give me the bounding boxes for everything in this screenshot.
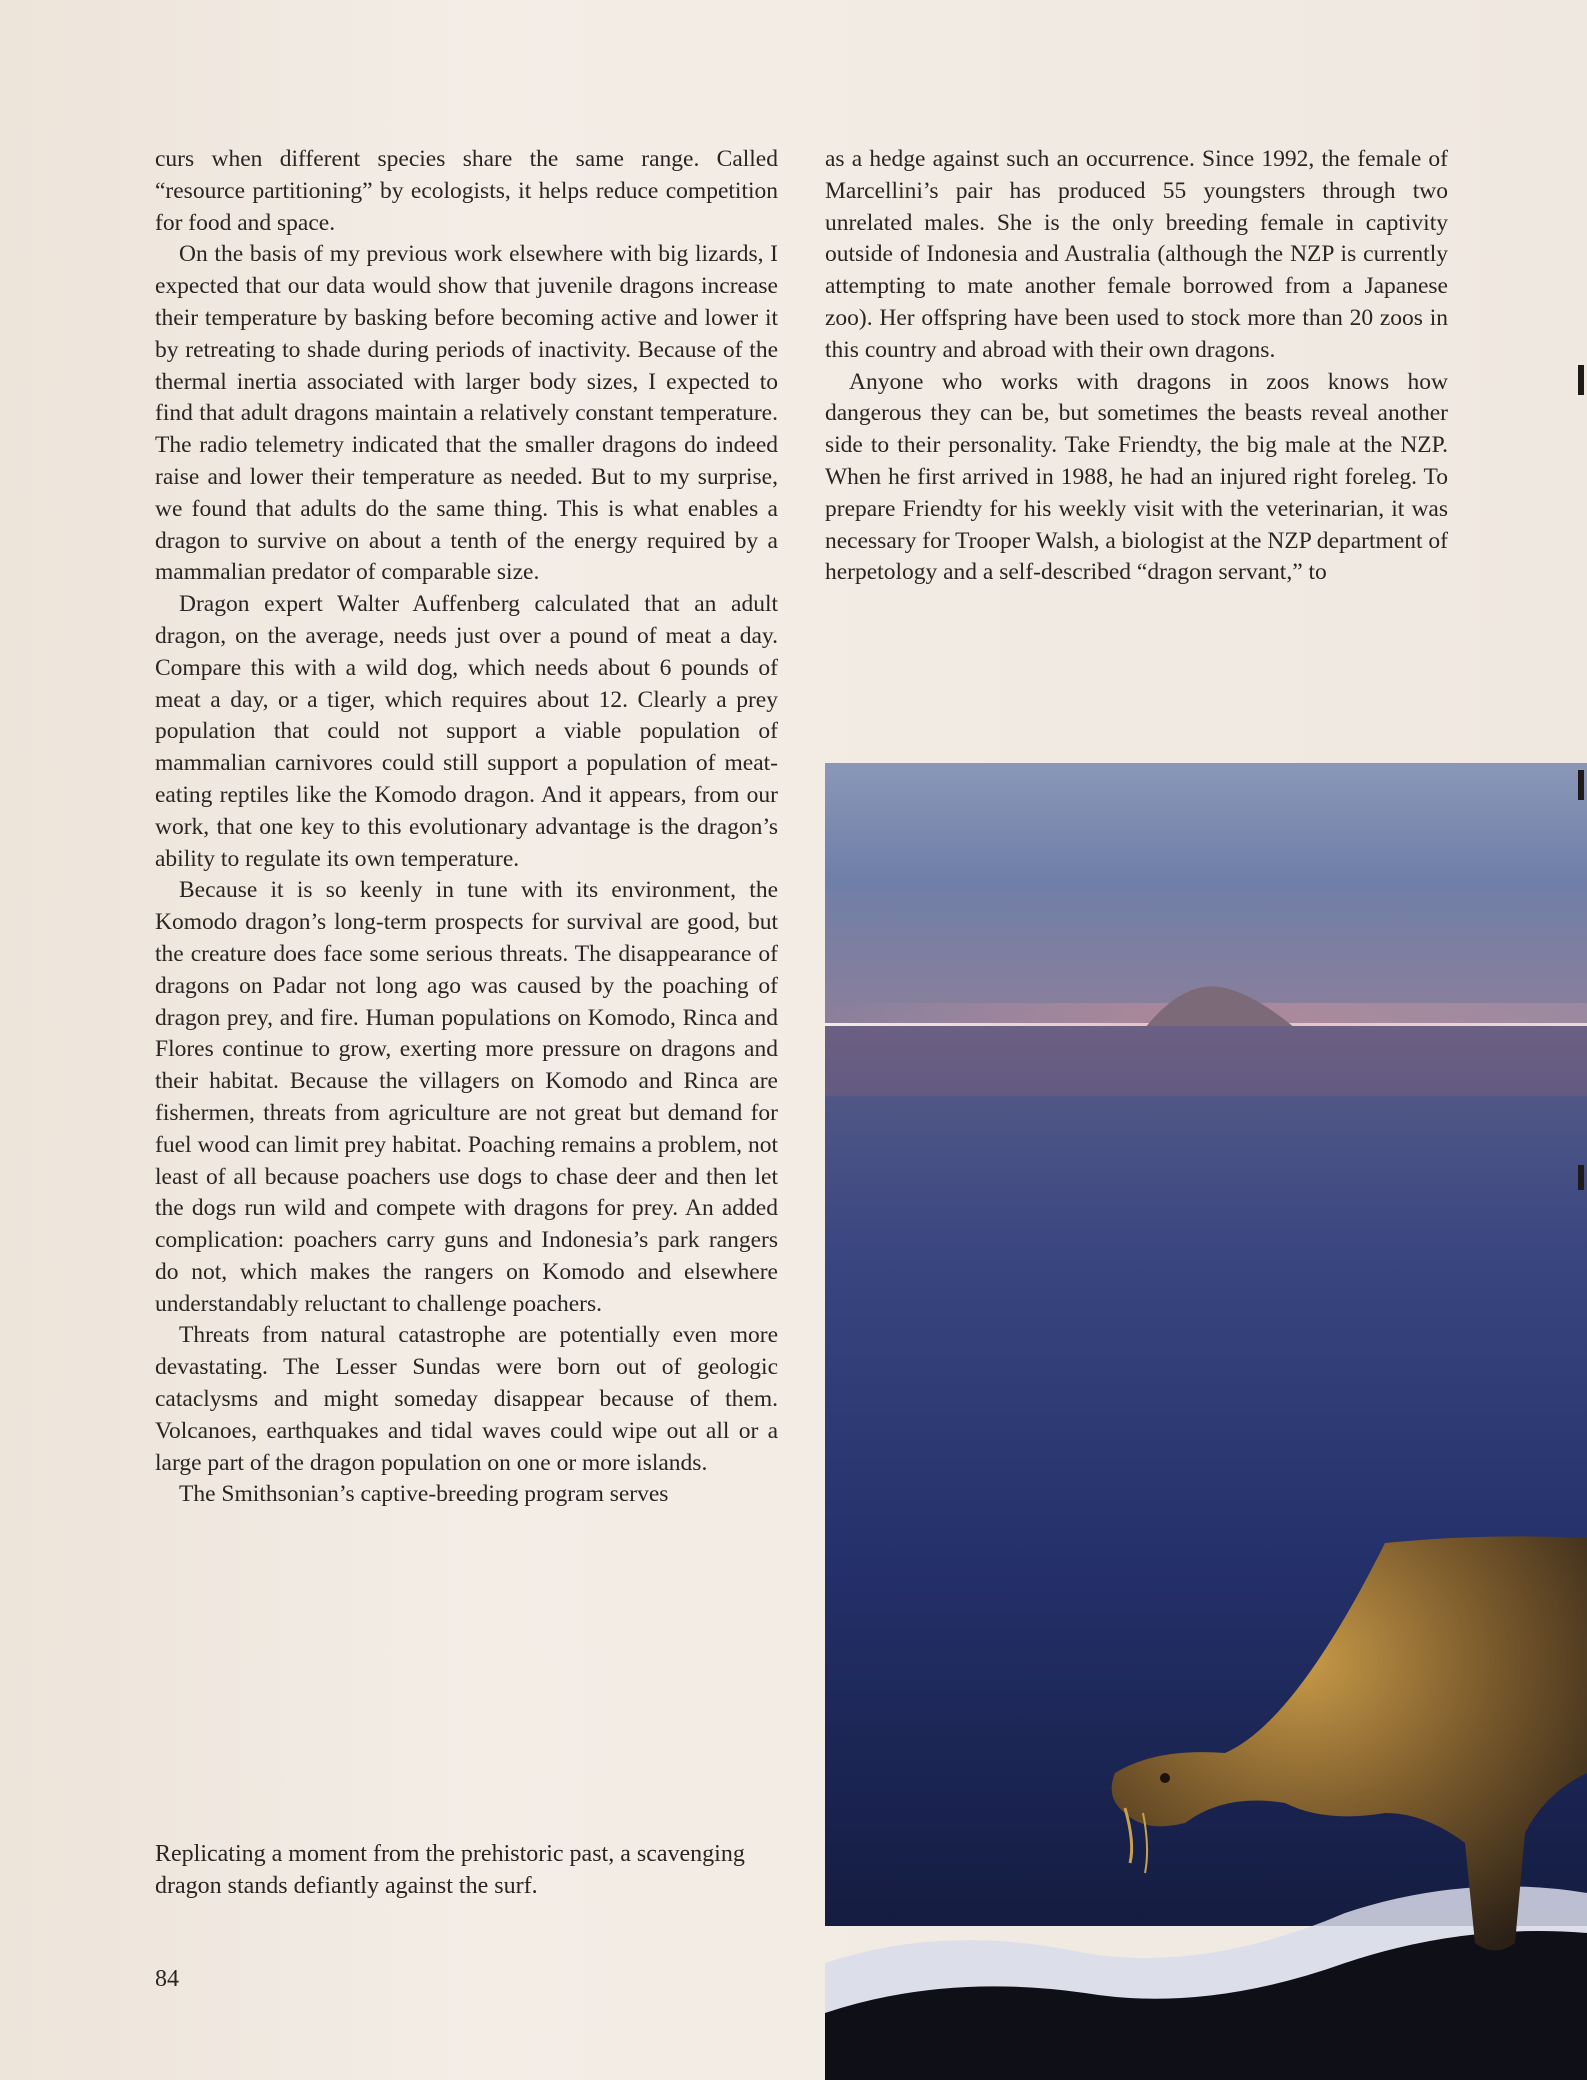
- paragraph: as a hedge against such an occurrence. Since 1992, the female of Marcellini’s pair has produced 55 youngsters through two unrelated males. She is the only breeding female in captivity outside of Indonesia and Australia (although the NZP is currently attempting to mate another female borrowed from a Japanese zoo). Her offspring have been used to stock more than 20 zoos in this country and abroad with their own dragons.: [825, 146, 1448, 363]
- scan-edge-mark: [1578, 365, 1584, 395]
- paragraph: Threats from natural catastrophe are potentially even more devastating. The Lesser Sundas were born out of geologic cataclysms and might someday disappear because of them. Volcanoes, earthquakes and tidal waves could wipe out all or a large part of the dragon population on one or more islands.: [155, 1322, 778, 1476]
- komodo-dragon-photo: [825, 763, 1587, 2080]
- paragraph: Because it is so keenly in tune with its environment, the Komodo dragon’s long-term prospects for survival are good, but the creature does face some serious threats. The disappearance of dragons on Padar not long ago was caused by the poaching of dragon prey, and fire. Human populations on Komodo, Rinca and Flores continue to grow, exerting more pressure on dragons and their habitat. Because the villagers on Komodo and Rinca are fishermen, threats from agriculture are not great but demand for fuel wood can limit prey habitat. Poaching remains a problem, not least of all because poachers use dogs to chase deer and then let the dogs run wild and compete with dragons for prey. An added complication: poachers carry guns and Indonesia’s park rangers do not, which makes the rangers on Komodo and elsewhere understandably reluctant to challenge poachers.: [155, 877, 778, 1317]
- sky: [825, 763, 1587, 1023]
- article-right-column: [825, 144, 1448, 589]
- paragraph: On the basis of my previous work elsewhere with big lizards, I expected that our data would show that juvenile dragons increase their temperature by basking before becoming active and lower it by retreating to shade during periods of inactivity. Because of the thermal inertia associated with larger body sizes, I expected to find that adult dragons maintain a relatively constant temperature. The radio telemetry indicated that the smaller dragons do indeed raise and lower their temperature as needed. But to my surprise, we found that adults do the same thing. This is what enables a dragon to survive on about a tenth of the energy required by a mammalian predator of comparable size.: [155, 241, 778, 586]
- scan-edge-mark: [1578, 770, 1584, 800]
- sea-reflection: [825, 1026, 1587, 1096]
- paragraph: Anyone who works with dragons in zoos knows how dangerous they can be, but sometimes the beasts reveal another side to their personality. Take Friendty, the big male at the NZP. When he first arrived in 1988, he had an injured right foreleg. To prepare Friendty for his weekly visit with the veterinarian, it was necessary for Trooper Walsh, a biologist at the NZP department of herpetology and a self-described “dragon servant,” to: [825, 368, 1448, 586]
- paragraph: Dragon expert Walter Auffenberg calculated that an adult dragon, on the average, needs just over a pound of meat a day. Compare this with a wild dog, which needs about 6 pounds of meat a day, or a tiger, which requires about 12. Clearly a prey population that could not support a viable population of mammalian carnivores could still support a population of meat-eating reptiles like the Komodo dragon. And it appears, from our work, that one key to this evolutionary advantage is the dragon’s ability to regulate its own temperature.: [155, 591, 778, 872]
- paragraph: The Smithsonian’s captive-breeding program serves: [179, 1481, 669, 1508]
- scan-edge-mark: [1578, 1165, 1584, 1190]
- paragraph: curs when different species share the same range. Called “resource partitioning” by ecologists, it helps reduce competition for food and space.: [155, 146, 778, 236]
- article-left-column: [155, 144, 778, 1511]
- page-number: 84: [155, 1966, 179, 1992]
- photo-caption: Replicating a moment from the prehistoric past, a scavenging dragon stands defiantly against the surf.: [155, 1841, 745, 1899]
